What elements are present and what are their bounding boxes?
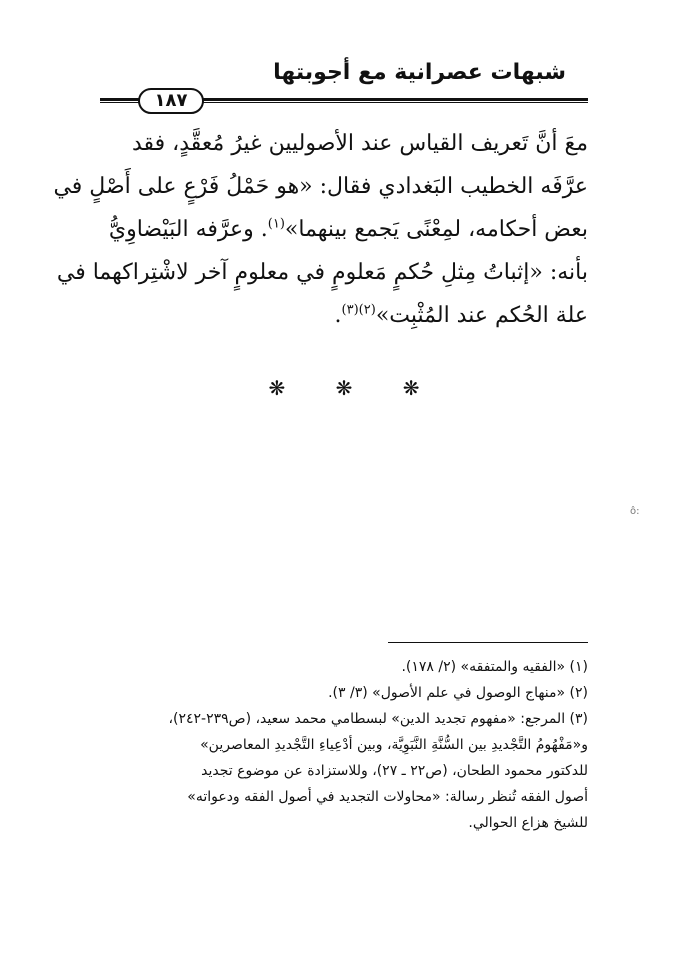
- footnotes-list: [100, 654, 588, 836]
- footnote-ref-1[interactable]: (١): [267, 216, 285, 232]
- footnote-1: (١) «الفقيه والمتفقه» (٢/ ١٧٨).: [401, 659, 588, 675]
- scan-artifact-mark: ô:: [630, 506, 640, 517]
- paragraph-line-3-tail: . وعرَّفه البَيْضاوِيُّ: [108, 217, 268, 242]
- page-number: ١٨٧: [138, 88, 204, 114]
- running-header-title: شبهات عصرانية مع أجوبتها: [273, 60, 566, 85]
- footnote-2: (٢) «منهاج الوصول في علم الأصول» (٣/ ٣).: [328, 685, 588, 701]
- footnote-ref-2-3[interactable]: (٢)(٣): [341, 302, 376, 318]
- section-separator: [100, 376, 588, 400]
- footnote-3-line-5: للشيخ هزاع الحوالي.: [468, 815, 588, 831]
- paragraph-line-5-text: علة الحُكم عند المُثْبِت»: [375, 303, 588, 328]
- footnote-3-line-3: للدكتور محمود الطحان، (ص٢٢ ـ ٢٧)، وللاستزادة عن موضوع تجديد: [201, 763, 588, 779]
- paragraph-line-3-text: بعض أحكامه، لمِعْنًى يَجمع بينهما»: [284, 217, 588, 242]
- paragraph-line-5-tail: .: [334, 303, 342, 328]
- paragraph-line-4: بأنه: «إثباتُ مِثلِ حُكمٍ مَعلومٍ في معلومٍ آخر لاشْتِراكهما في: [56, 260, 588, 285]
- separator-star-icon: ❋: [268, 376, 286, 400]
- footnote-3: (٣) المرجع: «مفهوم تجديد الدين» لبسطامي محمد سعيد، (ص٢٣٩-٢٤٢)،: [168, 711, 588, 727]
- footnote-3-line-2: و«مَفْهُومُ التَّجْديدِ بين السُّنَّةِ النَّبَوِيَّة، وبين أدْعِياءِ التَّجْديدِ المعاصرين»: [200, 737, 588, 753]
- main-paragraph: [53, 122, 588, 337]
- paragraph-line-5: [100, 294, 588, 337]
- paragraph-line-2: عرَّفَه الخطيب البَغدادي فقال: «هو حَمْلُ فَرْعٍ على أَصْلٍ في: [53, 174, 588, 199]
- footnote-divider: [388, 642, 588, 643]
- paragraph-line-3: [100, 208, 588, 251]
- separator-star-icon: ❋: [402, 376, 420, 400]
- footnote-3-line-4: أصول الفقه تُنظر رسالة: «محاولات التجديد في أصول الفقه ودعواته»: [187, 789, 588, 805]
- separator-star-icon: ❋: [335, 376, 353, 400]
- paragraph-line-1: معَ أنَّ تَعريف القياس عند الأصوليين غيرُ مُعقَّدٍ، فقد: [131, 131, 588, 156]
